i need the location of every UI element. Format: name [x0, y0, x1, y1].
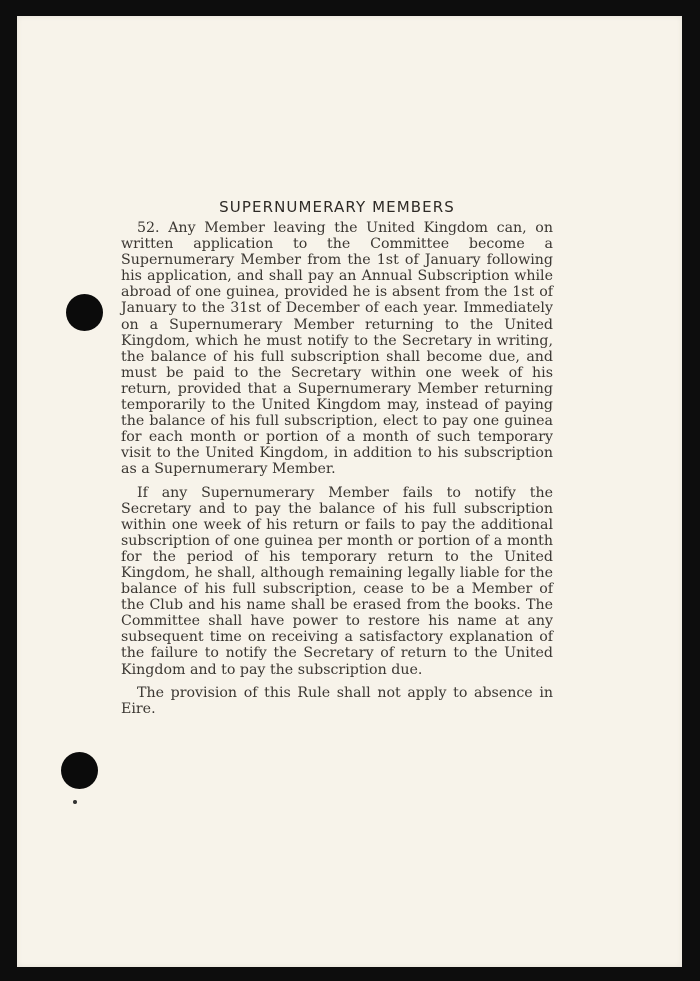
document-body	[121, 198, 553, 724]
paragraph-eire-exception: The provision of this Rule shall not apply to absence in Eire.	[121, 684, 553, 717]
paper-speck	[73, 800, 77, 804]
paragraph-rule-52: 52. Any Member leaving the United Kingdom can, on written application to the Committee become a Supernumerary Member from the 1st of January following his application, and shall pay an Annual Subscription while abroad of one guinea, provided he is absent from the 1st of January to the 31st of December of each year. Immediately on a Supernumerary Member returning to the United Kingdom, which he must notify to the Secretary in writing, the balance of his full subscription shall become due, and must be paid to the Secretary within one week of his return, provided that a Supernumerary Member returning temporarily to the United Kingdom may, instead of paying the balance of his full subscription, elect to pay one guinea for each month or portion of a month of such temporary visit to the United Kingdom, in addition to his subscription as a Supernumerary Member.	[121, 220, 553, 478]
paragraph-failure-to-notify: If any Supernumerary Member fails to notify the Secretary and to pay the balance of his full subscription within one week of his return or fails to pay the additional subscription of one guinea per month or portion of a month for the period of his temporary return to the United Kingdom, he shall, although remaining legally liable for the balance of his full subscription, cease to be a Member of the Club and his name shall be erased from the books. The Committee shall have power to restore his name at any subsequent time on receiving a satisfactory explanation of the failure to notify the Secretary of return to the United Kingdom and to pay the subscription due.	[121, 484, 553, 678]
section-heading: SUPERNUMERARY MEMBERS	[219, 198, 455, 216]
punch-hole-bottom	[61, 752, 98, 789]
punch-hole-top	[66, 294, 103, 331]
